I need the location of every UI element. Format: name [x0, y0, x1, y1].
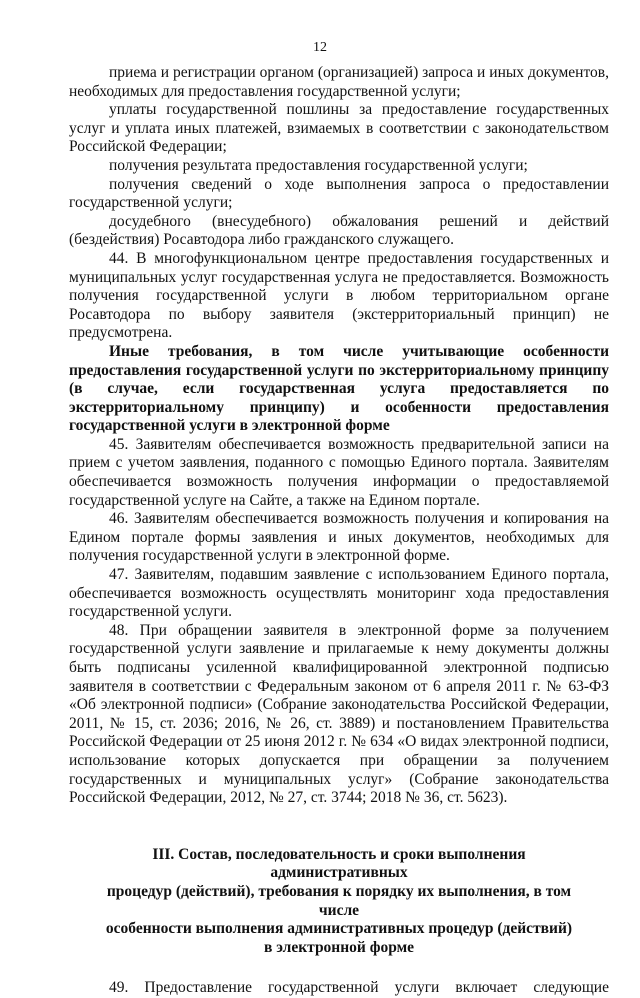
paragraph-request-status: получения сведений о ходе выполнения запроса о предоставлении государственной услуги;: [69, 175, 609, 212]
paragraph-46: 46. Заявителям обеспечивается возможность получения и копирования на Едином портале формы заявления и иных документов, необходимых для получения государственной услуги в электронной форме.: [69, 510, 609, 565]
paragraph-result: получения результата предоставления государственной услуги;: [109, 156, 528, 174]
paragraph-47: 47. Заявителям, подавшим заявление с использованием Единого портала, обеспечивается возможность осуществлять мониторинг хода предоставления государственной услуги.: [69, 566, 609, 621]
subheading-other-requirements: Иные требования, в том числе учитывающие особенности предоставления государственной услуги по экстерриториальному принципу (в случае, если государственная услуга предоставляется по экстерриториальному принципу) и особенности предоставления государственной услуги в электронной форме: [69, 342, 609, 435]
document-body: [69, 64, 609, 998]
section-heading-line: особенности выполнения административных процедур (действий): [105, 920, 573, 938]
paragraph-receipt-registration: приема и регистрации органом (организацией) запроса и иных документов, необходимых для предоставления государственной услуги;: [69, 64, 609, 100]
paragraph-44: 44. В многофункциональном центре предоставления государственных и муниципальных услуг государственная услуга не предоставляется. Возможность получения государственной услуги в любом территориальном органе Росавтодора по выбору заявителя (экстерриториальный принцип) не предусмотрена.: [69, 249, 609, 342]
paragraph-49: 49. Предоставление государственной услуги включает следующие: [109, 979, 609, 997]
section-heading-iii: [69, 846, 609, 958]
section-heading-line: в электронной форме: [263, 938, 415, 956]
page-number: 12: [313, 40, 327, 55]
paragraph-state-fee: уплаты государственной пошлины за предоставление государственных услуг и уплата иных платежей, взимаемых в соответствии с законодательством Российской Федерации;: [69, 101, 609, 156]
section-heading-line: процедур (действий), требования к порядку их выполнения, в том числе: [106, 882, 572, 919]
section-heading-line: III. Состав, последовательность и сроки выполнения административных: [152, 845, 526, 882]
paragraph-appeal: досудебного (внесудебного) обжалования решений и действий (бездействия) Росавтодора либо гражданского служащего.: [69, 212, 609, 249]
paragraph-48: 48. При обращении заявителя в электронной форме за получением государственной услуги заявление и прилагаемые к нему документы должны быть подписаны усиленной квалифицированной электронной подписью заявителя в соответствии с Федеральным законом от 6 апреля 2011 г. № 63-ФЗ «Об электронной подписи» (Собрание законодательства Российской Федерации, 2011, № 15, ст. 2036; 2016, № 26, ст. 3889) и постановлением Правительства Российской Федерации от 25 июня 2012 г. № 634 «О видах электронной подписи, использование которых допускается при обращении за получением государственных и муниципальных услуг» (Собрание законодательства Российской Федерации, 2012, № 27, ст. 3744; 2018 № 36, ст. 5623).: [69, 621, 609, 807]
paragraph-45: 45. Заявителям обеспечивается возможность предварительной записи на прием с учетом заявления, поданного с помощью Единого портала. Заявителям обеспечивается возможность получения информации о предоставляемой государственной услуге на Сайте, а также на Едином портале.: [69, 435, 609, 509]
